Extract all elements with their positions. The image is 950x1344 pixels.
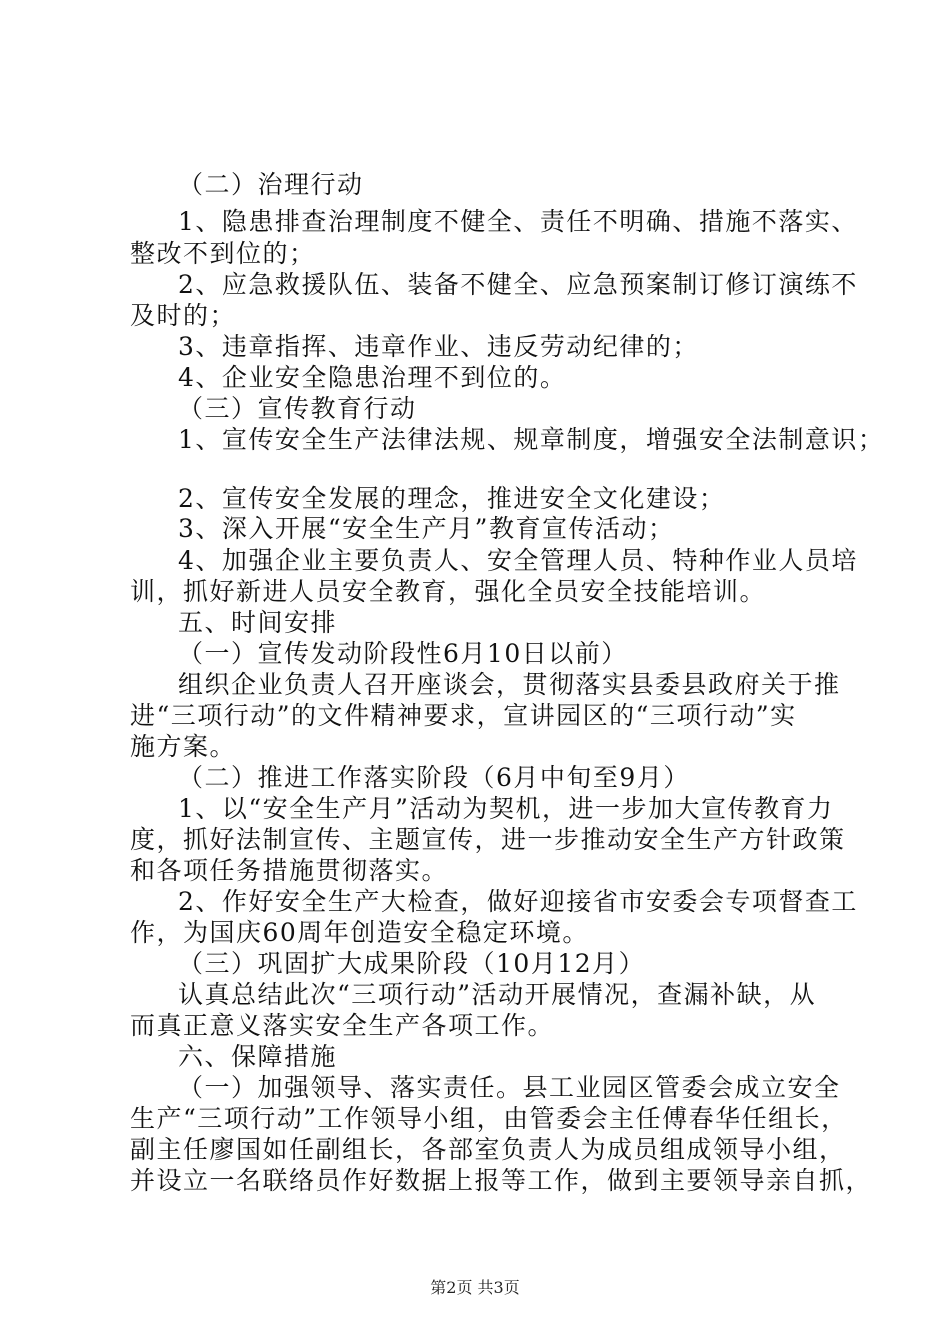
subsection-heading: （三）巩固扩大成果阶段（10月12月） [178,949,646,978]
paragraph-line: 2、应急救援队伍、装备不健全、应急预案制订修订演练不 [178,270,858,299]
section-heading-publicity: （三）宣传教育行动 [178,394,417,423]
section-heading-safeguards: 六、保障措施 [178,1042,338,1071]
paragraph-line: 生产“三项行动”工作领导小组，由管委会主任傅春华任组长， [130,1104,848,1133]
paragraph-line: 3、深入开展“安全生产月”教育宣传活动； [178,514,675,543]
paragraph-line: 训，抓好新进人员安全教育，强化全员安全技能培训。 [130,577,767,606]
paragraph-line: 认真总结此次“三项行动”活动开展情况，查漏补缺，从 [178,980,817,1009]
paragraph-line: 作，为国庆60周年创造安全稳定环境。 [130,918,589,947]
paragraph-line: 组织企业负责人召开座谈会，贯彻落实县委县政府关于推 [178,670,841,699]
paragraph-line: 1、以“安全生产月”活动为契机，进一步加大宣传教育力 [178,794,834,823]
paragraph-line: 度，抓好法制宣传、主题宣传，进一步推动安全生产方针政策 [130,825,846,854]
page-number-footer: 第2页 共3页 [430,1278,520,1297]
paragraph-line: 及时的； [130,301,237,330]
paragraph-line: 3、违章指挥、违章作业、违反劳动纪律的； [178,332,699,361]
paragraph-line: 4、加强企业主要负责人、安全管理人员、特种作业人员培 [178,546,858,575]
subsection-heading: （二）推进工作落实阶段（6月中旬至9月） [178,763,690,792]
paragraph-line: 2、宣传安全发展的理念，推进安全文化建设； [178,484,726,513]
paragraph-line: 2、作好安全生产大检查，做好迎接省市安委会专项督查工 [178,887,858,916]
paragraph-line: 整改不到位的； [130,239,316,268]
paragraph-line: 和各项任务措施贯彻落实。 [130,856,449,885]
paragraph-line: 施方案。 [130,732,237,761]
section-heading-governance: （二）治理行动 [178,170,364,199]
paragraph-line: 并设立一名联络员作好数据上报等工作，做到主要领导亲自抓， [130,1166,873,1195]
paragraph-line: 进“三项行动”的文件精神要求，宣讲园区的“三项行动”实 [130,701,797,730]
subsection-heading: （一）宣传发动阶段性6月10日以前） [178,639,628,668]
paragraph-line: 而真正意义落实安全生产各项工作。 [130,1011,555,1040]
paragraph-line: （一）加强领导、落实责任。县工业园区管委会成立安全 [178,1073,841,1102]
paragraph-line: 4、企业安全隐患治理不到位的。 [178,363,567,392]
paragraph-line: 1、宣传安全生产法律法规、规章制度，增强安全法制意识； [178,425,885,454]
section-heading-schedule: 五、时间安排 [178,608,338,637]
paragraph-line: 1、隐患排查治理制度不健全、责任不明确、措施不落实、 [178,207,858,236]
paragraph-line: 副主任廖国如任副组长，各部室负责人为成员组成领导小组， [130,1135,846,1164]
